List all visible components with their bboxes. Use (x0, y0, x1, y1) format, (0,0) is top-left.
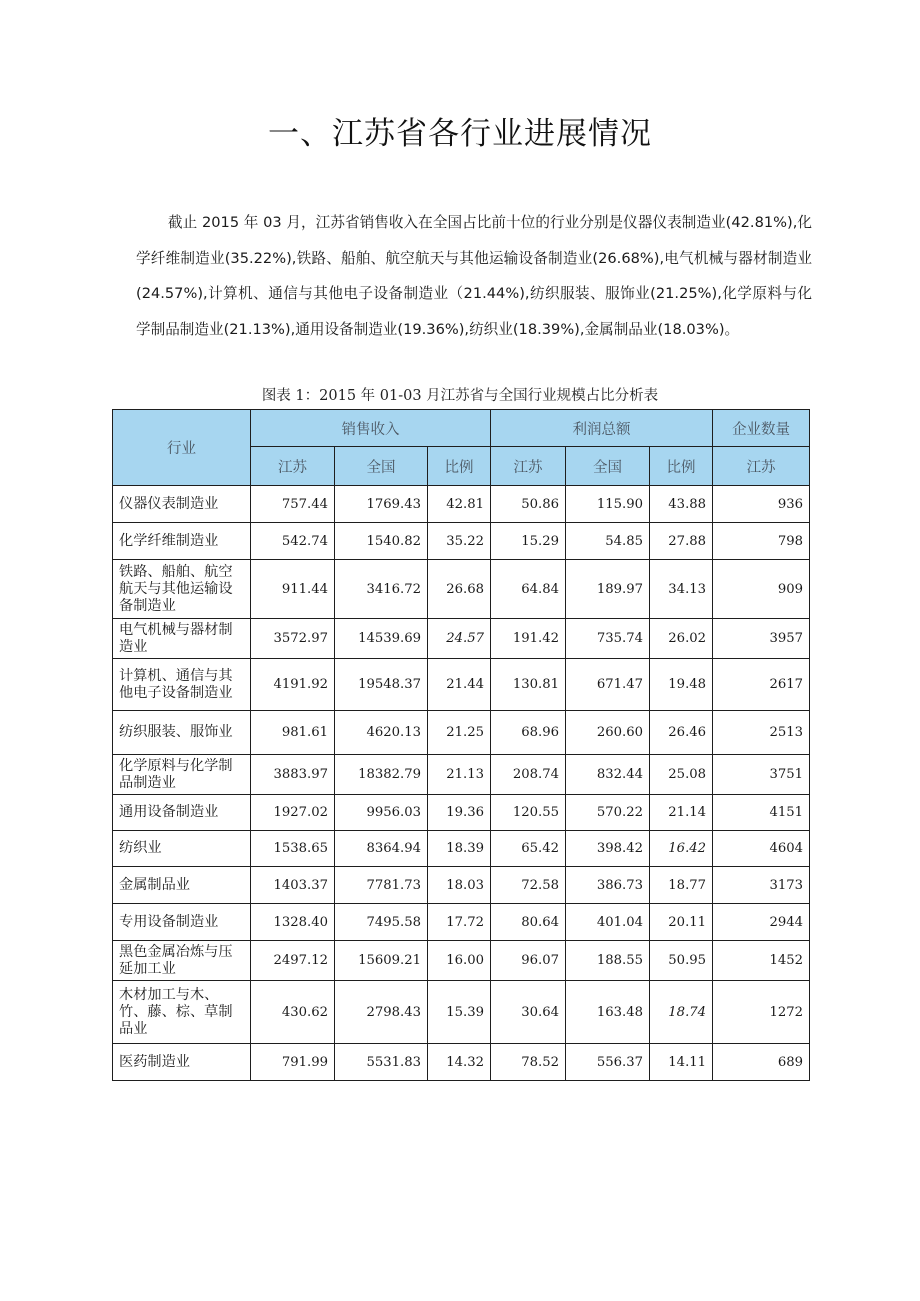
profit-national: 570.22 (566, 795, 650, 831)
sales-jiangsu: 430.62 (251, 981, 335, 1044)
sales-ratio: 35.22 (428, 523, 491, 560)
profit-jiangsu: 30.64 (491, 981, 566, 1044)
profit-national: 189.97 (566, 560, 650, 619)
sales-national: 7495.58 (335, 904, 428, 941)
sales-national: 5531.83 (335, 1044, 428, 1081)
profit-jiangsu: 120.55 (491, 795, 566, 831)
profit-ratio: 18.77 (650, 867, 713, 904)
sales-jiangsu: 542.74 (251, 523, 335, 560)
table-row (113, 941, 810, 981)
sales-jiangsu: 911.44 (251, 560, 335, 619)
profit-national: 556.37 (566, 1044, 650, 1081)
profit-jiangsu: 64.84 (491, 560, 566, 619)
profit-national: 163.48 (566, 981, 650, 1044)
profit-jiangsu: 65.42 (491, 831, 566, 867)
profit-ratio: 20.11 (650, 904, 713, 941)
profit-national: 188.55 (566, 941, 650, 981)
table-caption: 图表 1：2015 年 01-03 月江苏省与全国行业规模占比分析表 (261, 388, 659, 404)
sales-ratio: 16.00 (428, 941, 491, 981)
sales-jiangsu: 4191.92 (251, 659, 335, 711)
sales-jiangsu: 3883.97 (251, 755, 335, 795)
profit-jiangsu: 78.52 (491, 1044, 566, 1081)
enterprise-count: 909 (713, 560, 810, 619)
sales-ratio: 18.03 (428, 867, 491, 904)
sales-jiangsu: 1328.40 (251, 904, 335, 941)
profit-jiangsu: 130.81 (491, 659, 566, 711)
profit-jiangsu: 80.64 (491, 904, 566, 941)
sales-ratio: 21.13 (428, 755, 491, 795)
enterprise-count: 4151 (713, 795, 810, 831)
table-row (113, 659, 810, 711)
sales-ratio: 19.36 (428, 795, 491, 831)
enterprise-count: 2513 (713, 711, 810, 755)
sales-ratio: 15.39 (428, 981, 491, 1044)
profit-jiangsu: 191.42 (491, 619, 566, 659)
profit-jiangsu: 208.74 (491, 755, 566, 795)
header-enterprises: 企业数量 (713, 410, 810, 447)
table-row (113, 619, 810, 659)
header-sales-jiangsu: 江苏 (251, 447, 335, 486)
sales-ratio: 42.81 (428, 486, 491, 523)
page-title: 一、江苏省各行业进展情况 (268, 116, 652, 152)
profit-jiangsu: 96.07 (491, 941, 566, 981)
profit-national: 398.42 (566, 831, 650, 867)
profit-jiangsu: 50.86 (491, 486, 566, 523)
sales-national: 9956.03 (335, 795, 428, 831)
table-row (113, 711, 810, 755)
header-profit-ratio: 比例 (650, 447, 713, 486)
industry-name: 纺织服装、服饰业 (113, 711, 251, 755)
industry-name: 仪器仪表制造业 (113, 486, 251, 523)
industry-name: 金属制品业 (113, 867, 251, 904)
table-row (113, 831, 810, 867)
sales-ratio: 26.68 (428, 560, 491, 619)
header-sales: 销售收入 (251, 410, 491, 447)
profit-national: 54.85 (566, 523, 650, 560)
profit-ratio: 16.42 (650, 831, 713, 867)
table-row (113, 523, 810, 560)
table-row (113, 755, 810, 795)
sales-national: 8364.94 (335, 831, 428, 867)
sales-ratio: 21.25 (428, 711, 491, 755)
profit-ratio: 43.88 (650, 486, 713, 523)
industry-name: 木材加工与木、竹、藤、棕、草制品业 (113, 981, 251, 1044)
table-row (113, 486, 810, 523)
header-profit: 利润总额 (491, 410, 713, 447)
sales-national: 14539.69 (335, 619, 428, 659)
sales-ratio: 14.32 (428, 1044, 491, 1081)
profit-jiangsu: 15.29 (491, 523, 566, 560)
profit-jiangsu: 68.96 (491, 711, 566, 755)
sales-national: 2798.43 (335, 981, 428, 1044)
table-row (113, 795, 810, 831)
profit-national: 386.73 (566, 867, 650, 904)
sales-ratio: 24.57 (428, 619, 491, 659)
profit-ratio: 18.74 (650, 981, 713, 1044)
enterprise-count: 1272 (713, 981, 810, 1044)
enterprise-count: 936 (713, 486, 810, 523)
sales-national: 7781.73 (335, 867, 428, 904)
sales-jiangsu: 981.61 (251, 711, 335, 755)
profit-ratio: 21.14 (650, 795, 713, 831)
sales-national: 15609.21 (335, 941, 428, 981)
sales-national: 19548.37 (335, 659, 428, 711)
sales-jiangsu: 1538.65 (251, 831, 335, 867)
profit-ratio: 26.02 (650, 619, 713, 659)
sales-jiangsu: 2497.12 (251, 941, 335, 981)
industry-name: 黑色金属冶炼与压延加工业 (113, 941, 251, 981)
industry-name: 电气机械与器材制造业 (113, 619, 251, 659)
header-profit-national: 全国 (566, 447, 650, 486)
enterprise-count: 3173 (713, 867, 810, 904)
header-profit-jiangsu: 江苏 (491, 447, 566, 486)
industry-name: 纺织业 (113, 831, 251, 867)
profit-national: 671.47 (566, 659, 650, 711)
header-sales-national: 全国 (335, 447, 428, 486)
industry-comparison-table (112, 409, 810, 1081)
header-sales-ratio: 比例 (428, 447, 491, 486)
industry-name: 专用设备制造业 (113, 904, 251, 941)
enterprise-count: 1452 (713, 941, 810, 981)
enterprise-count: 2944 (713, 904, 810, 941)
industry-name: 化学纤维制造业 (113, 523, 251, 560)
sales-national: 1540.82 (335, 523, 428, 560)
sales-jiangsu: 3572.97 (251, 619, 335, 659)
sales-jiangsu: 757.44 (251, 486, 335, 523)
profit-ratio: 14.11 (650, 1044, 713, 1081)
enterprise-count: 689 (713, 1044, 810, 1081)
industry-name: 化学原料与化学制品制造业 (113, 755, 251, 795)
sales-ratio: 17.72 (428, 904, 491, 941)
enterprise-count: 3957 (713, 619, 810, 659)
enterprise-count: 798 (713, 523, 810, 560)
profit-national: 735.74 (566, 619, 650, 659)
industry-name: 通用设备制造业 (113, 795, 251, 831)
table-row (113, 560, 810, 619)
header-row-group (113, 410, 810, 447)
industry-name: 铁路、船舶、航空航天与其他运输设备制造业 (113, 560, 251, 619)
profit-national: 401.04 (566, 904, 650, 941)
sales-national: 3416.72 (335, 560, 428, 619)
profit-ratio: 50.95 (650, 941, 713, 981)
enterprise-count: 2617 (713, 659, 810, 711)
profit-ratio: 25.08 (650, 755, 713, 795)
profit-ratio: 34.13 (650, 560, 713, 619)
intro-paragraph: 截止 2015 年 03 月，江苏省销售收入在全国占比前十位的行业分别是仪器仪表制造业(42.81%),化学纤维制造业(35.22%),铁路、船舶、航空航天与其他运输设备制造业(26.68%),电气机械与器材制造业(24.57%),计算机、通信与其他电子设备制造业（21.44%),纺织服装、服饰业(21.25%),化学原料与化学制品制造业(21.13%),通用设备制造业(19.36%),纺织业(18.39%),金属制品业(18.03%)。 (136, 214, 812, 338)
sales-national: 4620.13 (335, 711, 428, 755)
profit-national: 832.44 (566, 755, 650, 795)
profit-ratio: 26.46 (650, 711, 713, 755)
table-row (113, 904, 810, 941)
profit-national: 260.60 (566, 711, 650, 755)
header-count-jiangsu: 江苏 (713, 447, 810, 486)
enterprise-count: 4604 (713, 831, 810, 867)
profit-national: 115.90 (566, 486, 650, 523)
sales-ratio: 18.39 (428, 831, 491, 867)
sales-jiangsu: 791.99 (251, 1044, 335, 1081)
industry-name: 计算机、通信与其他电子设备制造业 (113, 659, 251, 711)
profit-ratio: 27.88 (650, 523, 713, 560)
profit-ratio: 19.48 (650, 659, 713, 711)
table-row (113, 867, 810, 904)
sales-national: 1769.43 (335, 486, 428, 523)
profit-jiangsu: 72.58 (491, 867, 566, 904)
table-row (113, 981, 810, 1044)
table-row (113, 1044, 810, 1081)
sales-ratio: 21.44 (428, 659, 491, 711)
sales-jiangsu: 1927.02 (251, 795, 335, 831)
sales-jiangsu: 1403.37 (251, 867, 335, 904)
enterprise-count: 3751 (713, 755, 810, 795)
sales-national: 18382.79 (335, 755, 428, 795)
industry-name: 医药制造业 (113, 1044, 251, 1081)
header-industry: 行业 (113, 410, 251, 486)
